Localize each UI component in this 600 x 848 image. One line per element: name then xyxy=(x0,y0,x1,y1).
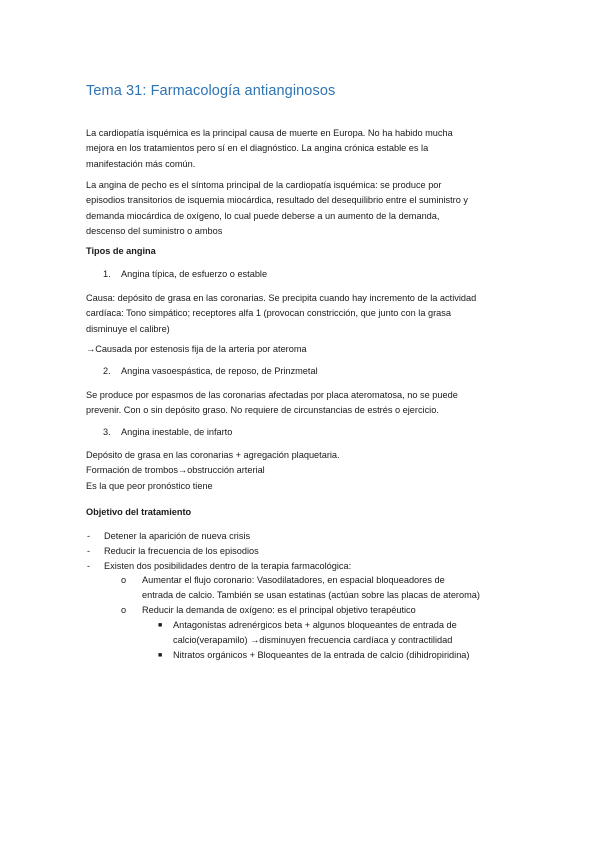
text-line: La angina de pecho es el síntoma principal de la cardiopatía isquémica: se produce por xyxy=(86,180,442,190)
text-line: mejora en los tratamientos pero sí en el diagnóstico. La angina crónica estable es la xyxy=(86,143,429,154)
square-bullet: ■ xyxy=(158,622,163,629)
text-line: descenso del suministro o ambos xyxy=(86,226,223,237)
paragraph-vasoespastica xyxy=(86,388,518,419)
circle-bullet: o xyxy=(121,575,127,585)
text-line: episodios transitorios de isquemia miocárdica, resultado del desequilibrio entre el suministro y xyxy=(86,195,468,206)
text-line: Antagonistas adrenérgicos beta + algunos bloqueantes de entrada de xyxy=(173,620,457,630)
subsublist-item-antagonistas xyxy=(173,618,523,648)
dash-bullet: - xyxy=(87,561,91,571)
text-line: La cardiopatía isquémica es la principal causa de muerte en Europa. No ha habido mucha xyxy=(86,128,453,138)
list-item: Detener la aparición de nueva crisis xyxy=(104,531,251,541)
text-line: demanda miocárdica de oxígeno, lo cual puede deberse a un aumento de la demanda, xyxy=(86,210,440,221)
arrow-note: →Causada por estenosis fija de la arteria por ateroma xyxy=(86,344,307,354)
list-item-inestable: Angina inestable, de infarto xyxy=(121,427,233,437)
sublist-item-demanda: Reducir la demanda de oxígeno: es el principal objetivo terapéutico xyxy=(142,605,416,615)
text-line: entrada de calcio. También se usan estatinas (actúan sobre las placas de ateroma) xyxy=(142,590,480,600)
paragraph-inestable xyxy=(86,448,518,494)
text-line: disminuye el calibre) xyxy=(86,323,170,334)
page-title: Tema 31: Farmacología antianginosos xyxy=(86,83,336,99)
section-heading-objetivo: Objetivo del tratamiento xyxy=(86,507,192,517)
subsublist-item-nitratos: Nitratos orgánicos + Bloqueantes de la entrada de calcio (dihidropiridina) xyxy=(173,650,470,660)
text-line: Formación de trombos→obstrucción arterial xyxy=(86,465,265,476)
text-line: Se produce por espasmos de las coronarias afectadas por placa ateromatosa, no se puede xyxy=(86,390,458,400)
text-line: calcio(verapamilo) →disminuyen frecuencia cardíaca y contractilidad xyxy=(173,635,453,645)
dash-bullet: - xyxy=(87,546,91,556)
square-bullet: ■ xyxy=(158,652,163,659)
section-heading-tipos: Tipos de angina xyxy=(86,246,156,256)
paragraph-causa xyxy=(86,291,518,337)
text-line: Depósito de grasa en las coronarias + agregación plaquetaria. xyxy=(86,450,340,460)
paragraph-intro xyxy=(86,126,518,172)
text-line: cardíaca: Tono simpático; receptores alfa 1 (provocan constricción, que junto con la grasa xyxy=(86,308,451,319)
list-item-tipica: Angina típica, de esfuerzo o estable xyxy=(121,269,268,279)
list-number: 1. xyxy=(103,269,111,279)
list-item-vasoespastica: Angina vasoespástica, de reposo, de Prinzmetal xyxy=(121,366,318,376)
text-line: Causa: depósito de grasa en las coronarias. Se precipita cuando hay incremento de la actividad xyxy=(86,293,477,303)
text-line: Aumentar el flujo coronario: Vasodilatadores, en espacial bloqueadores de xyxy=(142,575,445,585)
paragraph-angina-definition xyxy=(86,178,518,240)
text-line: Es la que peor pronóstico tiene xyxy=(86,480,213,491)
text-line: prevenir. Con o sin depósito graso. No requiere de circunstancias de estrés o ejercicio. xyxy=(86,405,439,416)
list-item: Reducir la frecuencia de los episodios xyxy=(104,546,259,556)
list-item: Existen dos posibilidades dentro de la terapia farmacológica: xyxy=(104,561,352,571)
dash-bullet: - xyxy=(87,531,91,541)
circle-bullet: o xyxy=(121,605,127,615)
text-line: manifestación más común. xyxy=(86,158,196,169)
list-number: 2. xyxy=(103,366,111,376)
sublist-item-flujo xyxy=(142,573,522,603)
list-number: 3. xyxy=(103,427,111,437)
